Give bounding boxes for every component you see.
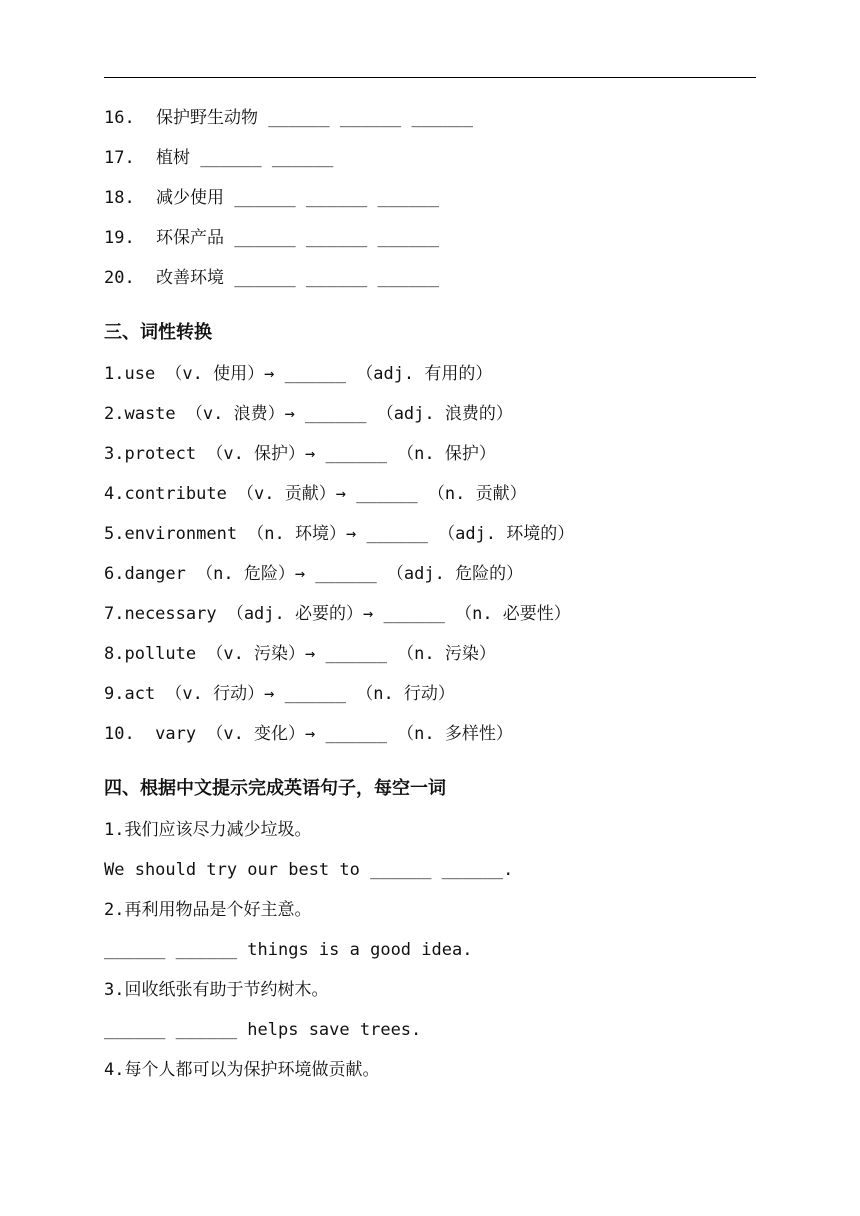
phrase-item-19	[104, 226, 820, 250]
word-form-item: 1.use （v. 使用）→ ______ （adj. 有用的）	[104, 364, 493, 384]
word-form-item: 10. vary （v. 变化）→ ______ （n. 多样性）	[104, 724, 513, 744]
phrase-number: 19.	[104, 228, 135, 248]
word-form-item: 5.environment （n. 环境）→ ______ （adj. 环境的）	[104, 524, 575, 544]
word-form-item: 3.protect （v. 保护）→ ______ （n. 保护）	[104, 444, 496, 464]
phrase-text: 改善环境 ______ ______ ______	[156, 268, 439, 288]
phrase-text: 保护野生动物 ______ ______ ______	[156, 108, 473, 128]
phrase-text: 减少使用 ______ ______ ______	[156, 188, 439, 208]
phrase-number: 17.	[104, 148, 135, 168]
word-form-item: 6.danger （n. 危险）→ ______ （adj. 危险的）	[104, 564, 524, 584]
word-form-item: 7.necessary （adj. 必要的）→ ______ （n. 必要性）	[104, 604, 571, 624]
word-form-item: 2.waste （v. 浪费）→ ______ （adj. 浪费的）	[104, 404, 513, 424]
word-form-item: 8.pollute （v. 污染）→ ______ （n. 污染）	[104, 644, 496, 664]
sentence-prompt: 1.我们应该尽力减少垃圾。	[104, 820, 312, 840]
section-four-heading: 四、根据中文提示完成英语句子，每空一词	[104, 778, 446, 799]
phrase-text: 植树 ______ ______	[156, 148, 334, 168]
sentence-blank-line: ______ ______ helps save trees.	[104, 1020, 422, 1040]
sentence-prompt: 4.每个人都可以为保护环境做贡献。	[104, 1060, 380, 1080]
phrase-number: 18.	[104, 188, 135, 208]
section-three-heading: 三、词性转换	[104, 322, 212, 343]
sentence-blank-line: ______ ______ things is a good idea.	[104, 940, 473, 960]
phrase-number: 16.	[104, 108, 135, 128]
sentence-blank-line: We should try our best to ______ ______.	[104, 860, 514, 880]
sentence-prompt: 3.回收纸张有助于节约树木。	[104, 980, 329, 1000]
sentence-prompt: 2.再利用物品是个好主意。	[104, 900, 312, 920]
word-form-item: 9.act （v. 行动）→ ______ （n. 行动）	[104, 684, 455, 704]
phrase-item-17	[104, 146, 820, 170]
phrase-item-18	[104, 186, 820, 210]
phrase-number: 20.	[104, 268, 135, 288]
header-rule	[104, 77, 756, 78]
word-form-item: 4.contribute （v. 贡献）→ ______ （n. 贡献）	[104, 484, 527, 504]
phrase-text: 环保产品 ______ ______ ______	[156, 228, 439, 248]
phrase-item-20	[104, 266, 820, 290]
phrase-item-16	[104, 106, 820, 130]
